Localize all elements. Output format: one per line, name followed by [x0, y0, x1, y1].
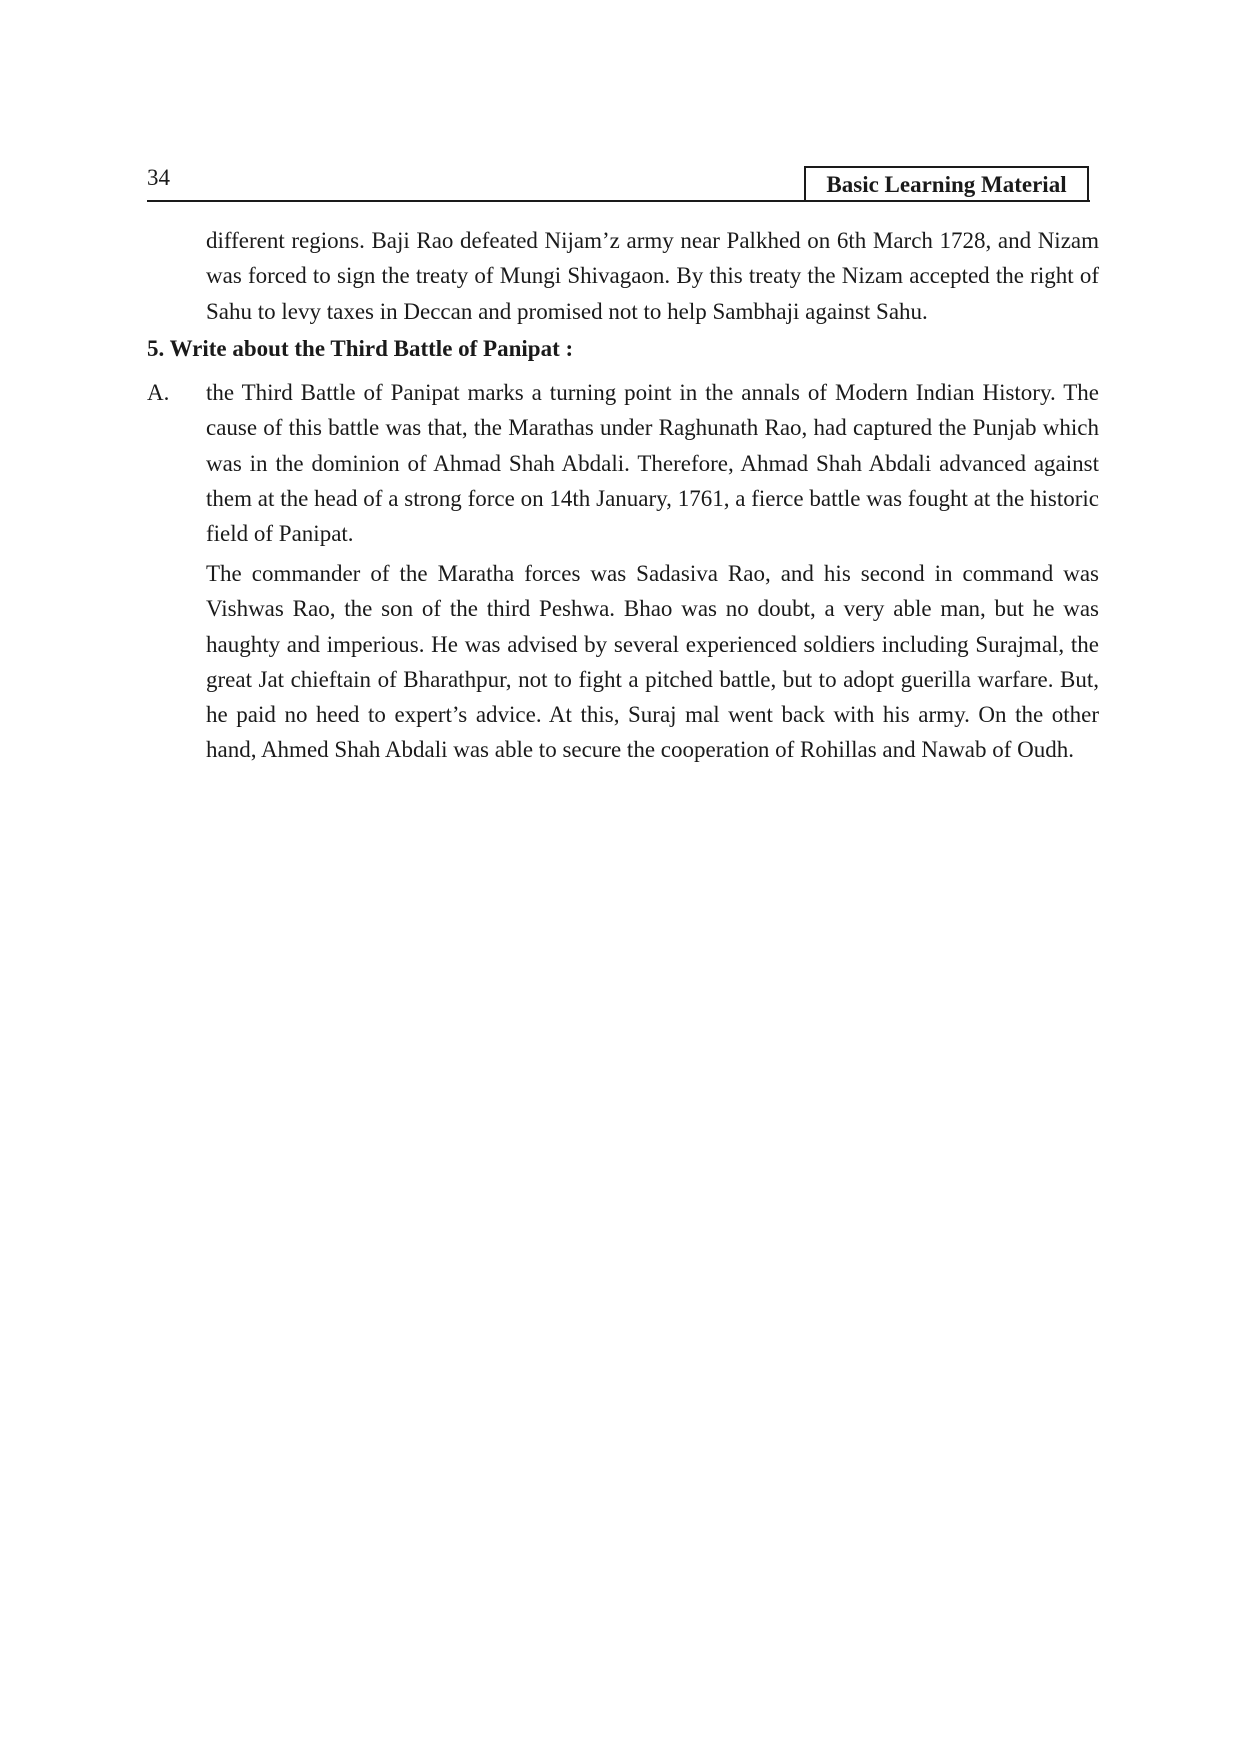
continuation-paragraph: different regions. Baji Rao defeated Nijam’z army near Palkhed on 6th March 1728, and Nizam was forced to sign the treaty of Mungi Shivagaon. By this treaty the Nizam accepted the right of Sahu to levy taxes in Deccan and promised not to help Sambhaji against Sahu. [206, 228, 1099, 324]
question-heading: 5. Write about the Third Battle of Panipat : [147, 336, 574, 361]
header-rule [147, 200, 1090, 202]
answer-paragraph-1: the Third Battle of Panipat marks a turning point in the annals of Modern Indian History. The cause of this battle was that, the Marathas under Raghunath Rao, had captured the Punjab which was in the dominion of Ahmad Shah Abdali. Therefore, Ahmad Shah Abdali advanced against them at the head of a strong force on 14th January, 1761, a fierce battle was fought at the historic field of Panipat. [206, 380, 1099, 547]
book-title-box: Basic Learning Material [804, 166, 1089, 201]
answer-label: A. [147, 380, 170, 405]
page-number: 34 [147, 165, 170, 190]
answer-paragraph-2: The commander of the Maratha forces was Sadasiva Rao, and his second in command was Vishwas Rao, the son of the third Peshwa. Bhao was no doubt, a very able man, but he was haughty and imperious. He was advised by several experienced soldiers including Surajmal, the great Jat chieftain of Bharathpur, not to fight a pitched battle, but to adopt guerilla warfare. But, he paid no heed to expert’s advice. At this, Suraj mal went back with his army. On the other hand, Ahmed Shah Abdali was able to secure the cooperation of Rohillas and Nawab of Oudh. [206, 561, 1099, 763]
